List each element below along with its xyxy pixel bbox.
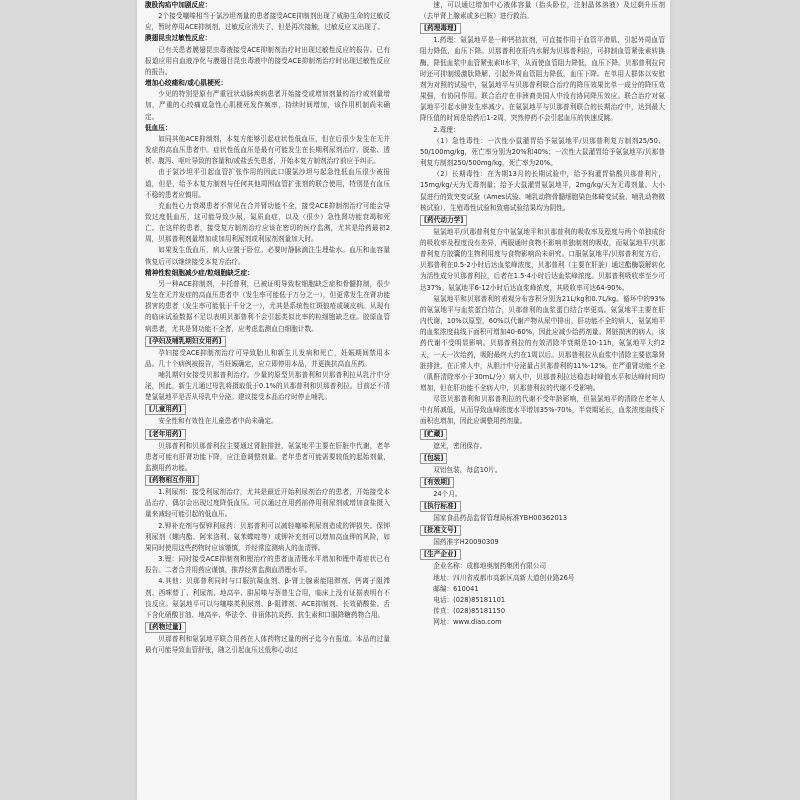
paragraph: 网址：www.diao.com xyxy=(433,618,502,627)
section-label-row xyxy=(420,500,665,513)
paragraph: 孕妇接受ACE抑制剂治疗可导致胎儿和新生儿发病和死亡，妊娠期间禁用本品。几十个病例被报告，当妊娠确定，应立即停用本品，并更换抗高血压药。 xyxy=(145,348,390,368)
paragraph: 哺乳期妇女接受贝那普利治疗。少量的原型贝那普利和贝那普利拉从乳汁中分泌，因此，新生儿通过母乳将摄取低于0.1%的贝那普利和贝那普利拉。目前还不清楚氯氨地平是否从母乳中分泌。建议接受本品治疗时停止哺乳。 xyxy=(145,371,390,402)
paragraph: 安全性和有效性在儿童患者中尚未确定。 xyxy=(158,417,278,426)
section-label: [批准文号] xyxy=(420,525,461,536)
section-label: [药理毒理] xyxy=(420,23,461,34)
section-heading: 腹股沟疝中加剧反应： xyxy=(145,1,212,9)
paragraph: 双铝包装，每盒10片。 xyxy=(433,465,502,474)
paragraph: 地址：四川省成都市高新区高新大道创业路26号 xyxy=(433,573,575,582)
paragraph: 由于氯沙坦平引起血管扩张作用的因此口服氯沙坦与起急性低血压很少被报道，但是，给予本复方制剂与任何其他周围血管扩张剂的联合使用，特别是有血压不稳的患者应慎用。 xyxy=(145,168,390,199)
section-label: [执行标准] xyxy=(420,501,461,512)
section-label-row xyxy=(145,335,390,348)
paragraph: 氨氯地平/贝那普利复方中氨氯地平和贝那普利的吸收率及程度与两个单独成份的吸收率及程度没有差异，两服通时食物不影响单独制剂的吸收，而氨氯地平/贝那普利复方胶囊的生物利用度与食物影响尚未研究。口服氨氯地平/贝那普利复方后，贝那普利在0.5-2小时后达血浆峰浓度，贝那普利（主要在肝脏）通过酯酶裂解转化为活性成分贝那普利拉，后者在1.5-4小时后达血浆峰浓度。贝那普利吸收率至少可达37%。氨氯地平6-12小时后达血浆峰浓度，其吸收率可达64-90%。 xyxy=(420,227,665,292)
paragraph: 国药准字H20090309 xyxy=(433,538,499,547)
section-label-row xyxy=(420,428,665,441)
paragraph: 1.利尿剂：接受利尿剂治疗，尤其是最近开始利尿剂治疗的患者，开始接受本品治疗，偶尔会出现过度降低血压。可以通过在用药前停用利尿剂或增加食盐摄入量来减轻可能引起的低血压。 xyxy=(145,488,390,519)
right-column xyxy=(420,0,665,800)
section-heading: 低血压： xyxy=(145,123,172,132)
section-label: [生产企业] xyxy=(420,549,461,560)
paragraph: （2）长期毒性：在为期13月的长期试验中，给予狗灌胃盐酸贝那普利片，15mg/kg/天为无毒剂量；给予大鼠灌胃氨氯地平，2mg/kg/天为无毒剂量。大小鼠进行的致突变试验（Ames试验、哺乳动物骨髓细胞染色体畸变试验、哺乳动物微核试验）、生殖毒性试验和致癌试验结果均为阴性。 xyxy=(420,170,665,212)
leaflet-page xyxy=(137,0,670,800)
section-label: [药物相互作用] xyxy=(145,475,199,486)
section-label: [药物过量] xyxy=(145,622,186,633)
section-label: [包装] xyxy=(420,453,447,464)
section-heading: 增加心绞痛和/或心肌梗死： xyxy=(145,79,228,88)
paragraph: 企业名称：成都地奥制药集团有限公司 xyxy=(433,562,547,571)
section-label-row xyxy=(145,621,390,634)
paragraph: 另一种ACE抑制剂，卡托普利，已被证明导致粒细胞缺乏症和骨髓抑制，很少发生在无并发症的高血压患者中（发生率可能低于万分之一），但更常发生在肾功能损害的患者（发生率可能低于千分之一），尤其是系统性红斑狼疮或硬皮病。从现有的临床试验数据不足以表明贝那普利不会引起类似比率的粒细胞缺乏症。胶原血管病患者，尤其是肾功能不全者，应考虑监测血白细胞计数。 xyxy=(145,279,390,333)
paragraph: 传真：(028)85181150 xyxy=(433,607,506,616)
section-label-row xyxy=(420,524,665,537)
paragraph: 充血性心力衰竭患者不常见在合并肾功能不全，接受ACE抑制剂治疗可能会导致过度低血压，这可能导致少尿，氮质血症，以及（很少）急性肾功能衰竭和死亡。在这样的患者，接受复方制剂治疗应该在密切的医疗监测，尤其是给药最初2周，贝那普利剂量增加或加用利尿剂或利尿剂剂量加大时。 xyxy=(145,201,390,244)
paragraph: 24个月。 xyxy=(433,489,462,498)
paragraph: 已有关患者膜翅昆虫毒液接受ACE抑制剂治疗时出现过敏性反应的报告。已有报道应用自血液净化与膜翅目昆虫毒液中的接受ACE抑制剂治疗时出现过敏性反应的报告。 xyxy=(145,45,390,76)
section-label: [老年用药] xyxy=(145,429,186,440)
paragraph: 电话：(028)85181101 xyxy=(433,595,506,604)
paragraph: 尽管贝那普利和贝那普利拉的代谢不受年龄影响，但氨氯地平的清除在老年人中有所减低，从而导致血峰浓度水平增加35%-70%，半衰期延长，血浆浓度曲线下面积也增加，因此应调整用药剂量。 xyxy=(420,395,665,426)
section-label-row xyxy=(145,403,390,416)
paragraph: 氨氯地平和贝那普利的表观分布容积分别为21L/kg和0.7L/kg。循环中的93%的氨氯地平与血浆蛋白结合，贝那普利的血浆蛋白结合率更高。氨氯地平主要在肝内代谢，10%以原型，60%以代谢产物从尿中排出，肝功能不全的病人，氨氯地平的血浆浓度曲线下面积可增加40-60%，因此应减少给药剂量。肾脏损害的病人，该药代谢不受明显影响。贝那普利拉的有效清除半衰期是10-11h，氨氯地平大约2天，一天一次给药，吸附最终大约在1周以后。贝那普利拉从血浆中清除主要依靠肾脏排泄，在正常人中，从胆汁中分泌量占贝那普利的11%-12%。在严重肾功能不全（肌酐清除率小于30mL/分）病人中，贝那普利拉达稳态时峰值水平和达峰时间均增加，但在肝功能不全病人中，贝那普利拉的代谢不受影响。 xyxy=(420,294,665,392)
paragraph: 少见的特别是原有严重冠状动脉疾病患者开始接受或增加剂量的治疗或剂量增加，严重的心绞痛或急性心肌梗死发作频率，持续时间增加，该作用机制尚未确定。 xyxy=(145,90,390,121)
paragraph: 如果发生低血压，病人应置于卧位。必要时静脉滴注生理盐水。血压和血容量恢复后可以继续接受本复方治疗。 xyxy=(145,246,390,266)
paragraph: 2个接受噻嗪相当于氯沙坦剂量的患者接受ACE抑制剂出现了威胁生命的过敏反应，暂时停用ACE抑制剂，过敏反应消失了，但是再次接触，过敏反应又出现了。 xyxy=(145,12,390,32)
section-label-row xyxy=(420,214,665,227)
left-column xyxy=(145,0,390,800)
paragraph: 邮编：610041 xyxy=(433,584,479,593)
paragraph: 如同其他ACE抑制剂，本复方能够引起症状性低血压，但在后很少发生在无并发症的高血压患者中。症状性低血压是最有可能发生在长期利尿剂治疗、脱盐、透析、腹泻、呕吐导致的容量和/或盐丢失患者，开始本复方制剂治疗前应予纠正。 xyxy=(145,134,390,166)
paragraph: 1.药理：氨氯地平是一种钙拮抗剂，可直接作用于血管平滑肌，引起外周血管阻力降低，血压下降。贝那普利在肝内水解为贝那普利拉，可抑制血管紧张素转换酶，降低血浆中血管紧张素II水平，从而使血管阻力降低，血压下降。贝那普利拉同时还可抑制缓激肽降解，引起外周血管阻力降低，血压下降。在单用人群体以安慰剂为对照的试验中，氨氯地平与贝那普利联合治疗的降压效果比单一成分的降压效果强，有协同作用。联合治疗在非洲裔美国人中没有协同降压效应。联合治疗对氨氯地平引起水肿发生率减少。在氨氯地平与贝那普利联合的长期治疗中，达到最大降压值的时间是给药后1-2周，突然停药不会引起血压的快速反跳。 xyxy=(420,36,665,123)
section-label-row xyxy=(420,476,665,489)
paragraph: 贝那普利和贝那普利拉主要通过肾脏排泄，氨氯地平主要在肝脏中代谢，老年患者可能有肝肾功能下降，应注意调整剂量。老年患者可能需要较低的起始剂量，监测用药功能。 xyxy=(145,441,390,472)
section-heading: 精神性粒细胞减少症/粒细胞缺乏症： xyxy=(145,268,254,277)
section-label: [有效期] xyxy=(420,477,454,488)
section-label-row xyxy=(420,452,665,465)
section-label-row xyxy=(145,428,390,441)
paragraph: 4.其他：贝那普利同时与口服抗凝血剂、β-肾上腺素能阻滞剂、钙离子阻滞剂、西咪替丁、利尿剂、地高辛、肼屈嗪与萘普生合用，临床上没有证据表明有不良反应。氨氯地平可以与噻嗪类利尿剂、β-阻滞剂、ACE抑制剂、长效硝酸盐、舌下含化硝酸甘油、地高辛、华法令、非甾体抗炎药、抗生素和口服降糖药物合用。 xyxy=(145,577,390,619)
section-label: [儿童用药] xyxy=(145,404,186,415)
section-label-row xyxy=(420,22,665,35)
paragraph: 3.锂：同时接受ACE抑制剂和锂治疗的患者血清锂水平增加和锂中毒症状已有报告。二者合并用药应谨慎，推荐经常监测血清锂水平。 xyxy=(145,555,390,575)
section-label-row xyxy=(420,548,665,561)
section-label: [孕妇及哺乳期妇女用药] xyxy=(145,336,226,347)
section-heading: 膜翅昆虫过敏性反应： xyxy=(145,34,212,43)
paragraph: 贝那普利和氨氯地平联合用药在人体药物过量的例子迄今有报道。本品的过量最有可能导致血管舒张，随之引起血压过低和心动过 xyxy=(145,634,390,655)
section-label: [贮藏] xyxy=(420,429,447,440)
paragraph: 2.钾补充剂与保钾利尿药：贝那普利可以减轻噻嗪利尿剂造成的钾损失。保钾利尿剂（螺内酯、阿米洛利、氨苯蝶啶等）或钾补充剂可以增加高血钾的风险，如果同时使用这些药物时应该谨慎，并经常监测病人的血清钾。 xyxy=(145,521,390,552)
section-label-row xyxy=(145,474,390,487)
paragraph: 国家食品药品监督管理局标准YBH00362013 xyxy=(433,514,568,523)
section-label: [药代动力学] xyxy=(420,215,467,226)
paragraph: （1）急性毒性：一次性小鼠灌胃给予氨氯地平/贝那普利复方制剂25/50、50/100mg/kg，死亡率分别为20%和40%；一次性大鼠灌胃给予氨氯地平/贝那普利复方制剂250/500mg/kg，死亡率为20%。 xyxy=(420,136,665,168)
paragraph: 2.毒理： xyxy=(433,125,460,134)
paragraph: 遮光，密闭保存。 xyxy=(433,441,487,450)
paragraph: 速，可以通过增加中心液体容量（抬头卧位，注射晶体溶液）及过剩升压剂（去甲肾上腺素或多巴胺）进行救治。 xyxy=(420,1,665,21)
